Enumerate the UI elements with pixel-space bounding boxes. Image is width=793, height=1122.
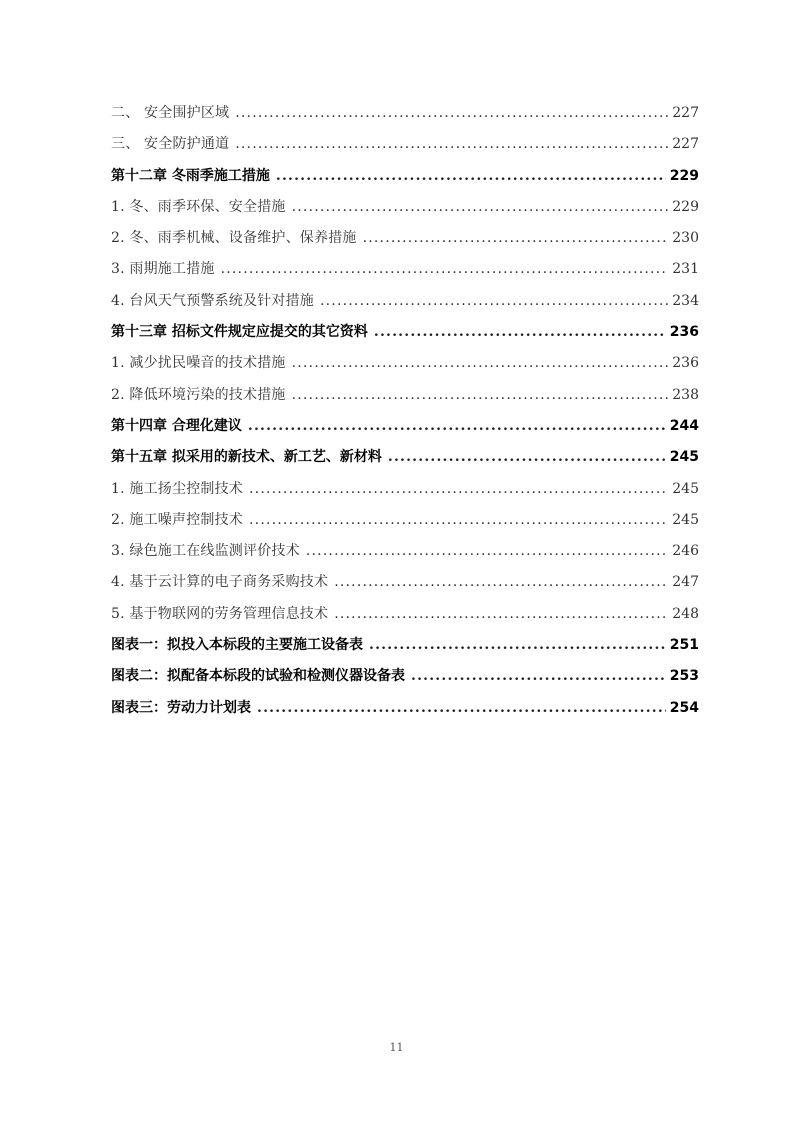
toc-entry[interactable] bbox=[111, 129, 699, 160]
toc-entry-page: 234 bbox=[672, 292, 699, 309]
toc-entry[interactable] bbox=[111, 223, 699, 254]
toc-entry-title: 4. 基于云计算的电子商务采购技术 bbox=[111, 574, 329, 591]
toc-entry-title: 第十二章 冬雨季施工措施 bbox=[111, 167, 270, 184]
toc-entry[interactable] bbox=[111, 98, 699, 129]
toc-entry-page: 248 bbox=[672, 605, 699, 622]
toc-leader-dots bbox=[292, 192, 669, 223]
toc-leader-dots bbox=[235, 129, 668, 160]
toc-leader-dots bbox=[411, 661, 666, 692]
toc-entry-title: 1. 冬、雨季环保、安全措施 bbox=[111, 198, 286, 215]
toc-entry[interactable] bbox=[111, 317, 699, 348]
toc-leader-dots bbox=[292, 380, 669, 411]
toc-leader-dots bbox=[248, 411, 666, 442]
toc-entry-title: 1. 施工扬尘控制技术 bbox=[111, 480, 244, 497]
toc-entry-page: 238 bbox=[672, 386, 699, 403]
toc-entry-title: 图表二：拟配备本标段的试验和检测仪器设备表 bbox=[111, 668, 405, 685]
toc-entry-title: 3. 雨期施工措施 bbox=[111, 261, 215, 278]
toc-entry[interactable] bbox=[111, 567, 699, 598]
toc-entry[interactable] bbox=[111, 192, 699, 223]
toc-entry-page: 244 bbox=[669, 417, 699, 434]
toc-entry[interactable] bbox=[111, 442, 699, 473]
toc-entry-title: 2. 施工噪声控制技术 bbox=[111, 511, 244, 528]
toc-entry-page: 236 bbox=[669, 324, 699, 341]
toc-leader-dots bbox=[292, 348, 669, 379]
toc-entry-page: 245 bbox=[672, 480, 699, 497]
toc-entry-page: 251 bbox=[669, 637, 699, 654]
toc-leader-dots bbox=[249, 505, 668, 536]
toc-entry-page: 231 bbox=[672, 261, 699, 278]
toc-leader-dots bbox=[363, 223, 669, 254]
toc-entry-page: 254 bbox=[669, 699, 699, 716]
toc-leader-dots bbox=[374, 317, 666, 348]
toc-entry-page: 246 bbox=[672, 543, 699, 560]
toc-entry[interactable] bbox=[111, 474, 699, 505]
toc-entry[interactable] bbox=[111, 411, 699, 442]
toc-entry[interactable] bbox=[111, 505, 699, 536]
toc-leader-dots bbox=[388, 442, 666, 473]
toc-entry-title: 图表三：劳动力计划表 bbox=[111, 699, 251, 716]
toc-leader-dots bbox=[334, 567, 668, 598]
toc-leader-dots bbox=[249, 474, 668, 505]
toc-entry-title: 3. 绿色施工在线监测评价技术 bbox=[111, 543, 300, 560]
toc-entry[interactable] bbox=[111, 536, 699, 567]
toc-entry-title: 1. 减少扰民噪音的技术措施 bbox=[111, 355, 286, 372]
toc-leader-dots bbox=[257, 693, 666, 724]
toc-entry[interactable] bbox=[111, 161, 699, 192]
toc-entry-page: 253 bbox=[669, 668, 699, 685]
toc-entry-title: 5. 基于物联网的劳务管理信息技术 bbox=[111, 605, 329, 622]
toc-entry[interactable] bbox=[111, 599, 699, 630]
page-number: 11 bbox=[389, 1041, 404, 1054]
toc-leader-dots bbox=[369, 630, 666, 661]
toc-entry-page: 227 bbox=[672, 105, 699, 121]
toc-leader-dots bbox=[221, 254, 669, 285]
toc-entry-title: 第十三章 招标文件规定应提交的其它资料 bbox=[111, 324, 368, 341]
toc-entry[interactable] bbox=[111, 693, 699, 724]
toc-leader-dots bbox=[235, 98, 668, 129]
toc-entry-title: 图表一：拟投入本标段的主要施工设备表 bbox=[111, 637, 363, 654]
toc-entry[interactable] bbox=[111, 348, 699, 379]
toc-leader-dots bbox=[320, 286, 668, 317]
toc-leader-dots bbox=[276, 161, 666, 192]
toc-entry[interactable] bbox=[111, 661, 699, 692]
toc-entry[interactable] bbox=[111, 380, 699, 411]
toc-leader-dots bbox=[306, 536, 668, 567]
toc-entry-page: 230 bbox=[672, 230, 699, 247]
toc-entry-page: 229 bbox=[672, 198, 699, 215]
toc-entry-title: 二、 安全围护区域 bbox=[111, 105, 230, 121]
toc-entry-page: 227 bbox=[672, 136, 699, 153]
toc-entry-page: 229 bbox=[669, 167, 699, 184]
toc-entry-page: 245 bbox=[672, 511, 699, 528]
toc-entry[interactable] bbox=[111, 630, 699, 661]
toc-entry-title: 2. 降低环境污染的技术措施 bbox=[111, 386, 286, 403]
toc-entry-title: 4. 台风天气预警系统及针对措施 bbox=[111, 292, 315, 309]
toc-entry-title: 2. 冬、雨季机械、设备维护、保养措施 bbox=[111, 230, 357, 247]
toc-entry-page: 247 bbox=[672, 574, 699, 591]
toc-entry-page: 236 bbox=[672, 355, 699, 372]
toc-entry-page: 245 bbox=[669, 449, 699, 466]
toc-entry-title: 三、 安全防护通道 bbox=[111, 136, 230, 153]
toc-entry[interactable] bbox=[111, 254, 699, 285]
table-of-contents bbox=[111, 98, 699, 724]
toc-entry-title: 第十四章 合理化建议 bbox=[111, 417, 242, 434]
toc-entry-title: 第十五章 拟采用的新技术、新工艺、新材料 bbox=[111, 449, 382, 466]
toc-leader-dots bbox=[334, 599, 668, 630]
toc-entry[interactable] bbox=[111, 286, 699, 317]
